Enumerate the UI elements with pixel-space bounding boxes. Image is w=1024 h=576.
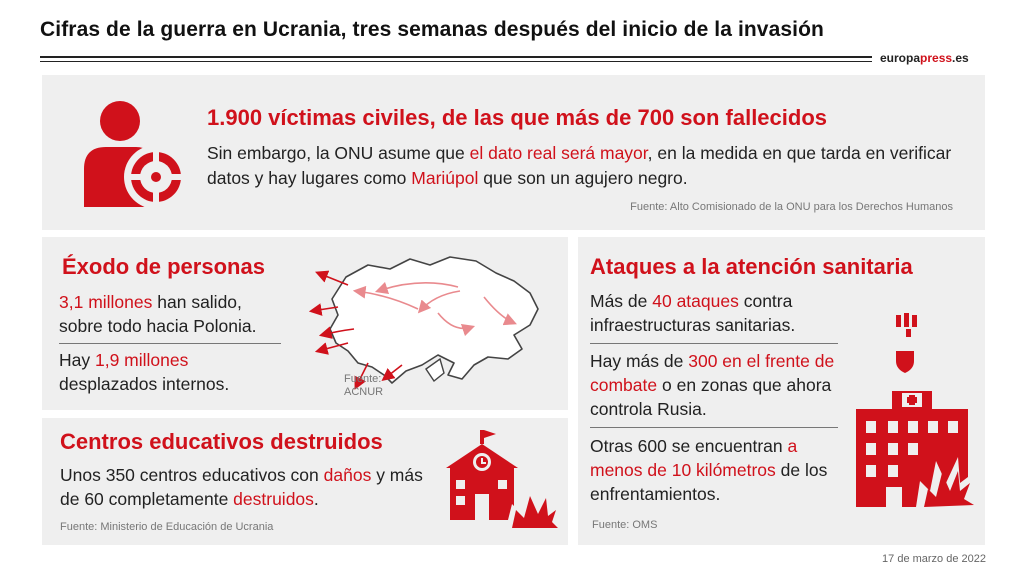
brand-accent: press (920, 51, 953, 65)
civilians-heading: 1.900 víctimas civiles, de las que más de 700 son fallecidos (207, 105, 827, 130)
person-target-icon (78, 97, 198, 209)
health-text-3: Hay más de (590, 351, 689, 371)
exodus-text-2: Hay (59, 350, 95, 370)
schools-highlight-2: destruidos (233, 489, 314, 509)
exodus-paragraph-2 (59, 348, 289, 396)
civilians-panel (42, 75, 985, 230)
civilians-highlight-2: Mariúpol (411, 168, 479, 188)
schools-text (60, 463, 440, 511)
health-highlight-2: 300 en el frente de combate (590, 351, 835, 395)
schools-text-2: y más de 60 completamente (60, 465, 423, 509)
civilians-text-3: que son un agujero negro. (478, 168, 688, 188)
exodus-divider (59, 343, 281, 344)
civilians-highlight-1: el dato real será mayor (469, 143, 648, 163)
exodus-text-3: desplazados internos. (59, 374, 230, 394)
health-heading: Ataques a la atención sanitaria (590, 254, 913, 279)
health-paragraph-3 (590, 434, 852, 506)
exodus-heading: Éxodo de personas (62, 254, 265, 279)
hospital-explosion-icon (846, 311, 982, 511)
title-rule-thin (40, 61, 872, 62)
health-text-2: contra infraestructuras sanitarias. (590, 291, 796, 335)
exodus-paragraph-1 (59, 290, 289, 338)
schools-source: Fuente: Ministerio de Educación de Ucrania (60, 521, 274, 533)
exodus-panel (42, 237, 568, 410)
brand-logo (880, 51, 969, 65)
civilians-text (207, 141, 967, 191)
schools-panel (42, 418, 568, 545)
health-attacks-panel (578, 237, 985, 545)
page-title: Cifras de la guerra en Ucrania, tres semanas después del inicio de la invasión (40, 18, 824, 41)
health-text-5: Otras 600 se encuentran (590, 436, 788, 456)
health-paragraph-1 (590, 289, 850, 337)
exodus-text-1: han salido, sobre todo hacia Polonia. (59, 292, 257, 336)
exodus-source-label: Fuente: (344, 373, 382, 385)
school-explosion-icon (442, 428, 562, 536)
schools-highlight-1: daños (323, 465, 372, 485)
footer-date: 17 de marzo de 2022 (882, 553, 986, 565)
health-text-4: o en zonas que ahora controla Rusia. (590, 375, 832, 419)
health-text-6: de los enfrentamientos. (590, 460, 828, 504)
health-paragraph-2 (590, 349, 852, 421)
exodus-source (344, 373, 383, 399)
exodus-highlight-2: 1,9 millones (94, 350, 189, 370)
exodus-highlight-1: 3,1 millones (59, 292, 153, 312)
brand-prefix: europa (880, 51, 921, 65)
title-rule (40, 56, 872, 58)
exodus-source-name: ACNUR (344, 386, 384, 398)
health-highlight-1: 40 ataques (652, 291, 739, 311)
schools-text-1: Unos 350 centros educativos con (60, 465, 324, 485)
health-divider-2 (590, 427, 838, 428)
schools-heading: Centros educativos destruidos (60, 429, 383, 454)
civilians-text-2: , en la medida en que tarda en verificar datos y hay lugares como (207, 143, 952, 188)
health-divider-1 (590, 343, 838, 344)
civilians-text-1: Sin embargo, la ONU asume que (207, 143, 470, 163)
brand-suffix: .es (952, 51, 969, 65)
schools-text-3: . (313, 489, 319, 509)
health-highlight-3: a menos de 10 kilómetros (590, 436, 798, 480)
civilians-source: Fuente: Alto Comisionado de la ONU para los Derechos Humanos (630, 201, 953, 213)
health-text-1: Más de (590, 291, 653, 311)
health-source: Fuente: OMS (592, 519, 658, 531)
